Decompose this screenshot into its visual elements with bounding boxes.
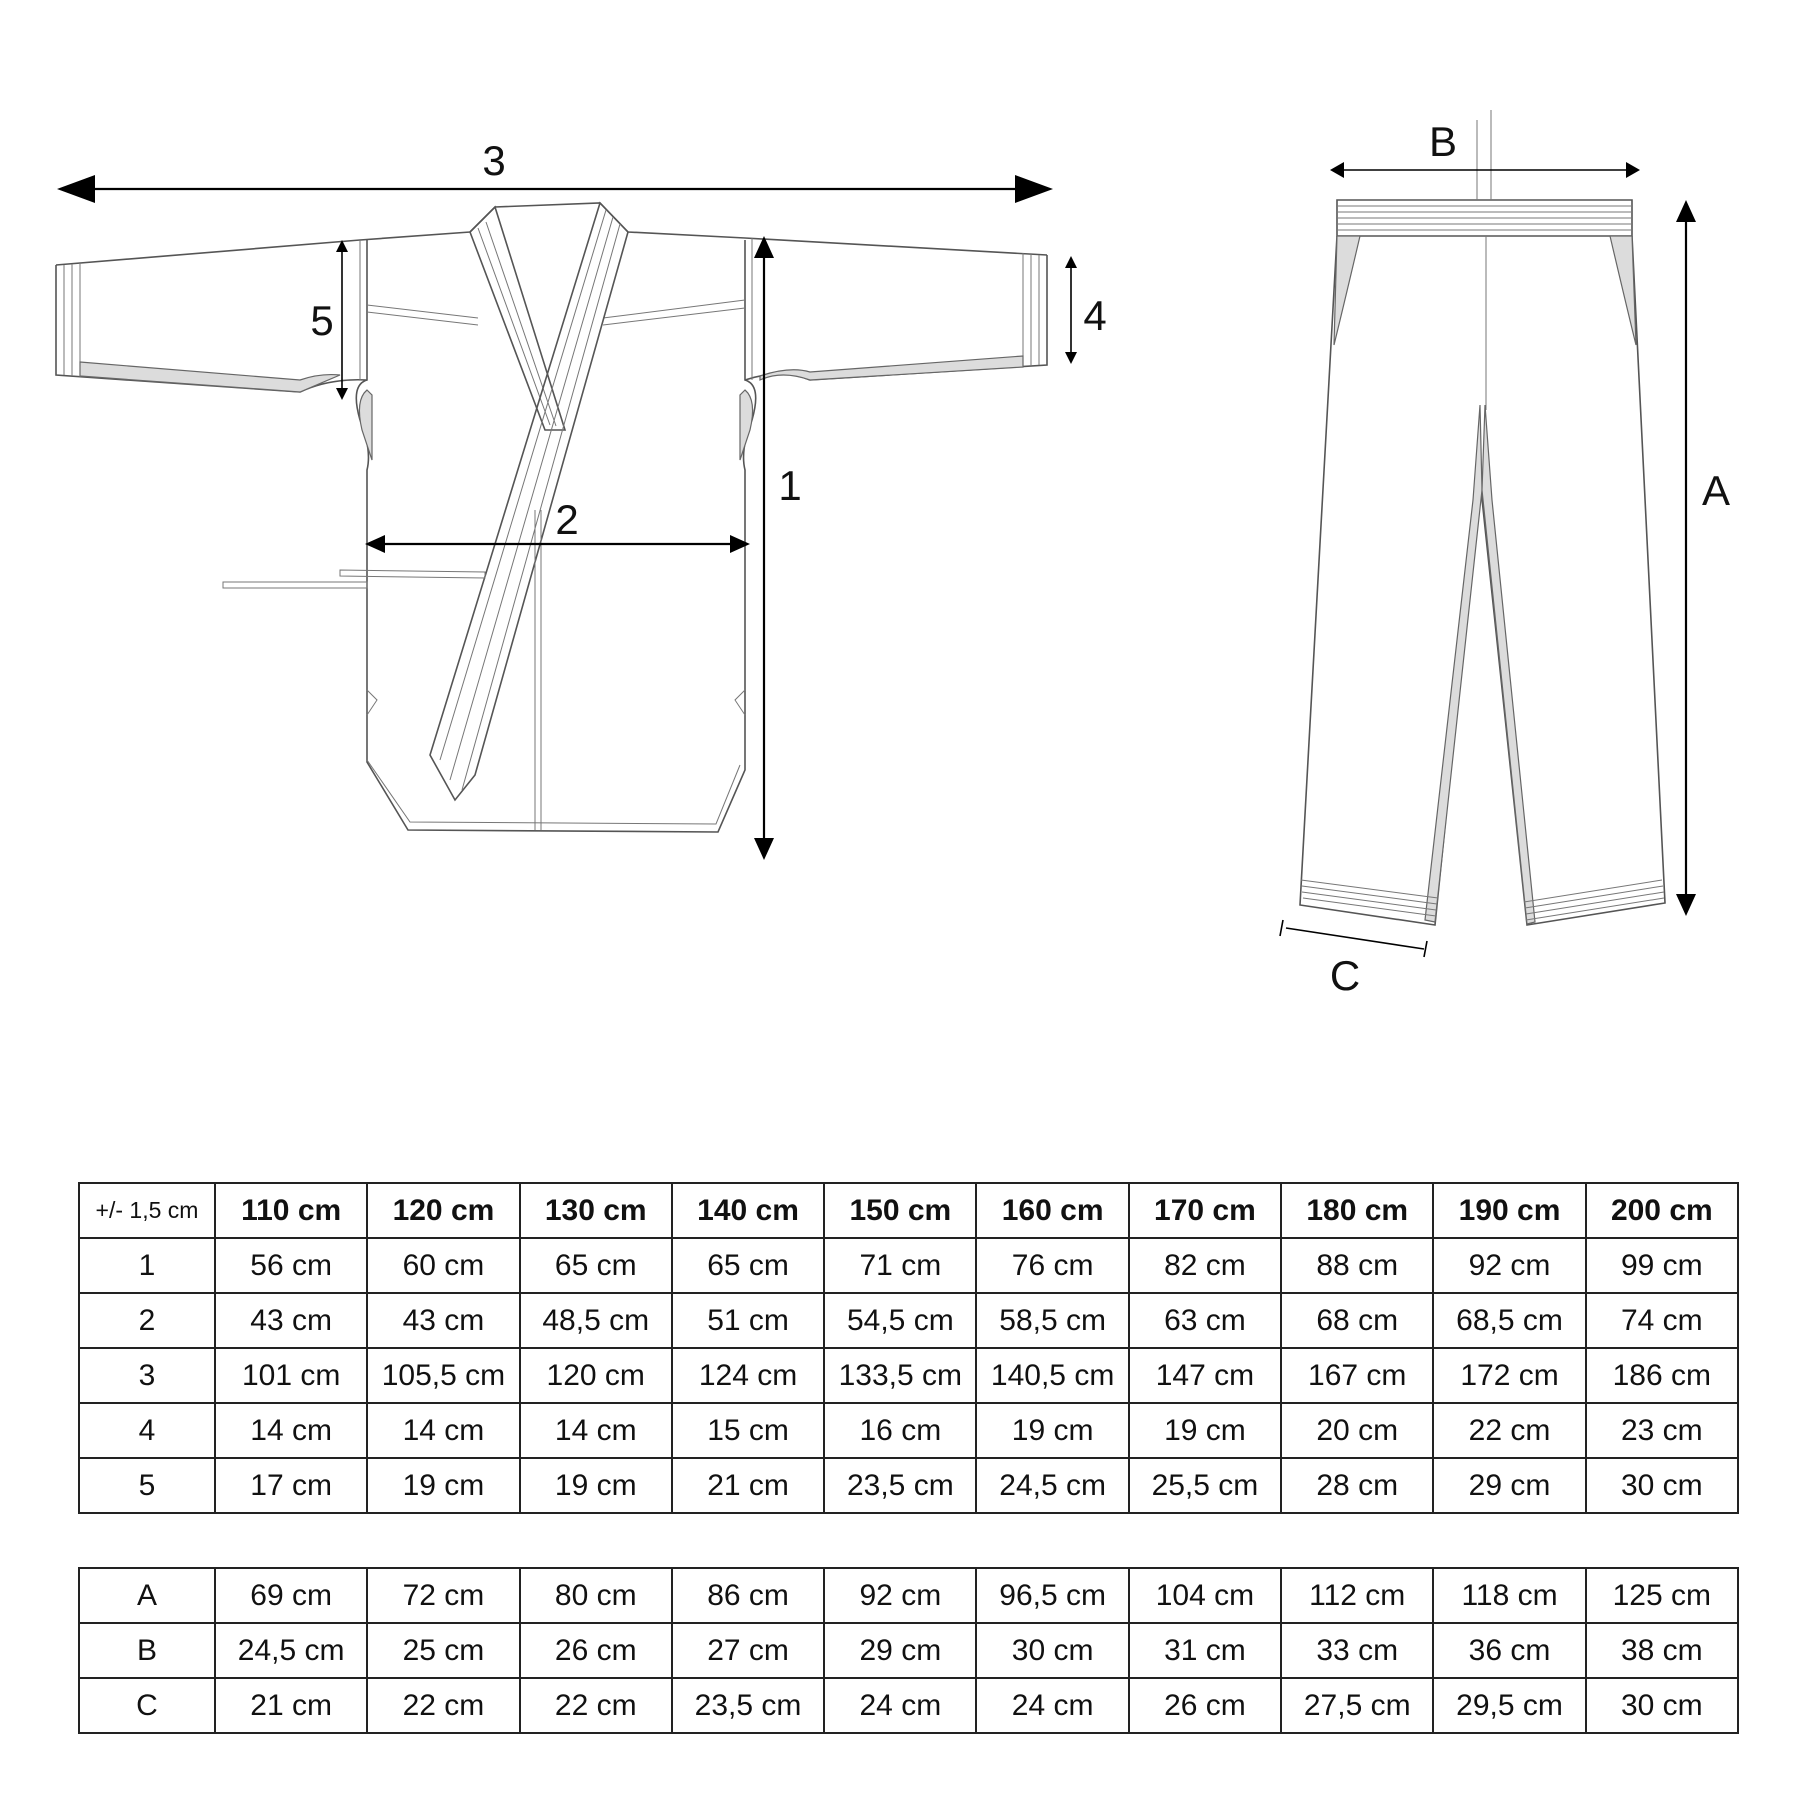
table-cell: 172 cm — [1433, 1348, 1585, 1403]
table-cell: 25 cm — [367, 1623, 519, 1678]
table-cell: 30 cm — [976, 1623, 1128, 1678]
table-cell: 33 cm — [1281, 1623, 1433, 1678]
size-header: 200 cm — [1586, 1183, 1738, 1238]
table-cell: 22 cm — [1433, 1403, 1585, 1458]
table-cell: 26 cm — [520, 1623, 672, 1678]
table-cell: 125 cm — [1586, 1568, 1738, 1623]
table-cell: 21 cm — [215, 1678, 367, 1733]
table-cell: 19 cm — [520, 1458, 672, 1513]
table-cell: 24,5 cm — [976, 1458, 1128, 1513]
table-cell: 105,5 cm — [367, 1348, 519, 1403]
row-label: 3 — [79, 1348, 215, 1403]
row-label: C — [79, 1678, 215, 1733]
table-row — [79, 1403, 1738, 1458]
table-cell: 21 cm — [672, 1458, 824, 1513]
row-label: B — [79, 1623, 215, 1678]
table-cell: 19 cm — [976, 1403, 1128, 1458]
table-cell: 22 cm — [367, 1678, 519, 1733]
table-cell: 54,5 cm — [824, 1293, 976, 1348]
table-row — [79, 1623, 1738, 1678]
table-row — [79, 1568, 1738, 1623]
table-cell: 26 cm — [1129, 1678, 1281, 1733]
table-cell: 63 cm — [1129, 1293, 1281, 1348]
label-4: 4 — [1083, 292, 1107, 339]
row-label: 4 — [79, 1403, 215, 1458]
pants-size-table — [78, 1567, 1739, 1734]
table-cell: 24 cm — [976, 1678, 1128, 1733]
table-row — [79, 1458, 1738, 1513]
dimension-A — [1676, 200, 1696, 916]
pants-drawing — [1300, 110, 1665, 925]
size-header: 190 cm — [1433, 1183, 1585, 1238]
table-cell: 31 cm — [1129, 1623, 1281, 1678]
label-2: 2 — [555, 496, 579, 543]
dimension-4 — [1065, 256, 1077, 364]
dimension-1 — [754, 236, 774, 860]
table-cell: 56 cm — [215, 1238, 367, 1293]
label-1: 1 — [778, 462, 802, 509]
table-cell: 88 cm — [1281, 1238, 1433, 1293]
table-cell: 58,5 cm — [976, 1293, 1128, 1348]
size-header: 160 cm — [976, 1183, 1128, 1238]
table-cell: 82 cm — [1129, 1238, 1281, 1293]
table-cell: 36 cm — [1433, 1623, 1585, 1678]
label-5: 5 — [310, 297, 334, 344]
jacket-drawing — [56, 203, 1047, 832]
table-cell: 30 cm — [1586, 1458, 1738, 1513]
table-cell: 20 cm — [1281, 1403, 1433, 1458]
table-cell: 101 cm — [215, 1348, 367, 1403]
table-cell: 124 cm — [672, 1348, 824, 1403]
table-cell: 186 cm — [1586, 1348, 1738, 1403]
table-cell: 14 cm — [520, 1403, 672, 1458]
table-cell: 17 cm — [215, 1458, 367, 1513]
table-cell: 48,5 cm — [520, 1293, 672, 1348]
jacket-size-table — [78, 1182, 1739, 1514]
table-cell: 29,5 cm — [1433, 1678, 1585, 1733]
table-header-row — [79, 1183, 1738, 1238]
label-3: 3 — [482, 137, 506, 184]
dimension-3 — [57, 175, 1053, 203]
table-cell: 69 cm — [215, 1568, 367, 1623]
table-cell: 76 cm — [976, 1238, 1128, 1293]
table-cell: 60 cm — [367, 1238, 519, 1293]
tolerance-cell: +/- 1,5 cm — [79, 1183, 215, 1238]
size-header: 140 cm — [672, 1183, 824, 1238]
table-cell: 68 cm — [1281, 1293, 1433, 1348]
table-cell: 27,5 cm — [1281, 1678, 1433, 1733]
table-cell: 147 cm — [1129, 1348, 1281, 1403]
row-label: 2 — [79, 1293, 215, 1348]
table-cell: 24,5 cm — [215, 1623, 367, 1678]
dimension-B — [1330, 162, 1640, 178]
table-cell: 65 cm — [672, 1238, 824, 1293]
table-cell: 22 cm — [520, 1678, 672, 1733]
table-cell: 43 cm — [215, 1293, 367, 1348]
size-header: 180 cm — [1281, 1183, 1433, 1238]
table-cell: 38 cm — [1586, 1623, 1738, 1678]
table-cell: 80 cm — [520, 1568, 672, 1623]
table-cell: 112 cm — [1281, 1568, 1433, 1623]
table-cell: 30 cm — [1586, 1678, 1738, 1733]
table-row — [79, 1348, 1738, 1403]
table-cell: 104 cm — [1129, 1568, 1281, 1623]
table-cell: 51 cm — [672, 1293, 824, 1348]
table-cell: 118 cm — [1433, 1568, 1585, 1623]
table-cell: 167 cm — [1281, 1348, 1433, 1403]
size-header: 120 cm — [367, 1183, 519, 1238]
table-cell: 92 cm — [1433, 1238, 1585, 1293]
size-header: 150 cm — [824, 1183, 976, 1238]
label-A: A — [1701, 467, 1731, 514]
label-B: B — [1428, 118, 1458, 165]
row-label: A — [79, 1568, 215, 1623]
table-cell: 86 cm — [672, 1568, 824, 1623]
table-cell: 19 cm — [367, 1458, 519, 1513]
table-cell: 71 cm — [824, 1238, 976, 1293]
table-cell: 27 cm — [672, 1623, 824, 1678]
table-cell: 23,5 cm — [672, 1678, 824, 1733]
table-cell: 133,5 cm — [824, 1348, 976, 1403]
table-cell: 92 cm — [824, 1568, 976, 1623]
table-cell: 29 cm — [1433, 1458, 1585, 1513]
table-cell: 68,5 cm — [1433, 1293, 1585, 1348]
table-cell: 120 cm — [520, 1348, 672, 1403]
table-cell: 140,5 cm — [976, 1348, 1128, 1403]
row-label: 5 — [79, 1458, 215, 1513]
table-cell: 23 cm — [1586, 1403, 1738, 1458]
table-cell: 96,5 cm — [976, 1568, 1128, 1623]
table-cell: 72 cm — [367, 1568, 519, 1623]
table-cell: 19 cm — [1129, 1403, 1281, 1458]
table-cell: 28 cm — [1281, 1458, 1433, 1513]
table-cell: 14 cm — [215, 1403, 367, 1458]
table-row — [79, 1678, 1738, 1733]
table-cell: 23,5 cm — [824, 1458, 976, 1513]
table-cell: 14 cm — [367, 1403, 519, 1458]
table-cell: 29 cm — [824, 1623, 976, 1678]
table-cell: 74 cm — [1586, 1293, 1738, 1348]
table-cell: 65 cm — [520, 1238, 672, 1293]
size-header: 170 cm — [1129, 1183, 1281, 1238]
row-label: 1 — [79, 1238, 215, 1293]
table-row — [79, 1238, 1738, 1293]
table-cell: 15 cm — [672, 1403, 824, 1458]
size-header: 110 cm — [215, 1183, 367, 1238]
table-row — [79, 1293, 1738, 1348]
label-C: C — [1329, 952, 1361, 999]
size-header: 130 cm — [520, 1183, 672, 1238]
table-cell: 43 cm — [367, 1293, 519, 1348]
table-cell: 25,5 cm — [1129, 1458, 1281, 1513]
table-cell: 16 cm — [824, 1403, 976, 1458]
table-cell: 99 cm — [1586, 1238, 1738, 1293]
table-cell: 24 cm — [824, 1678, 976, 1733]
